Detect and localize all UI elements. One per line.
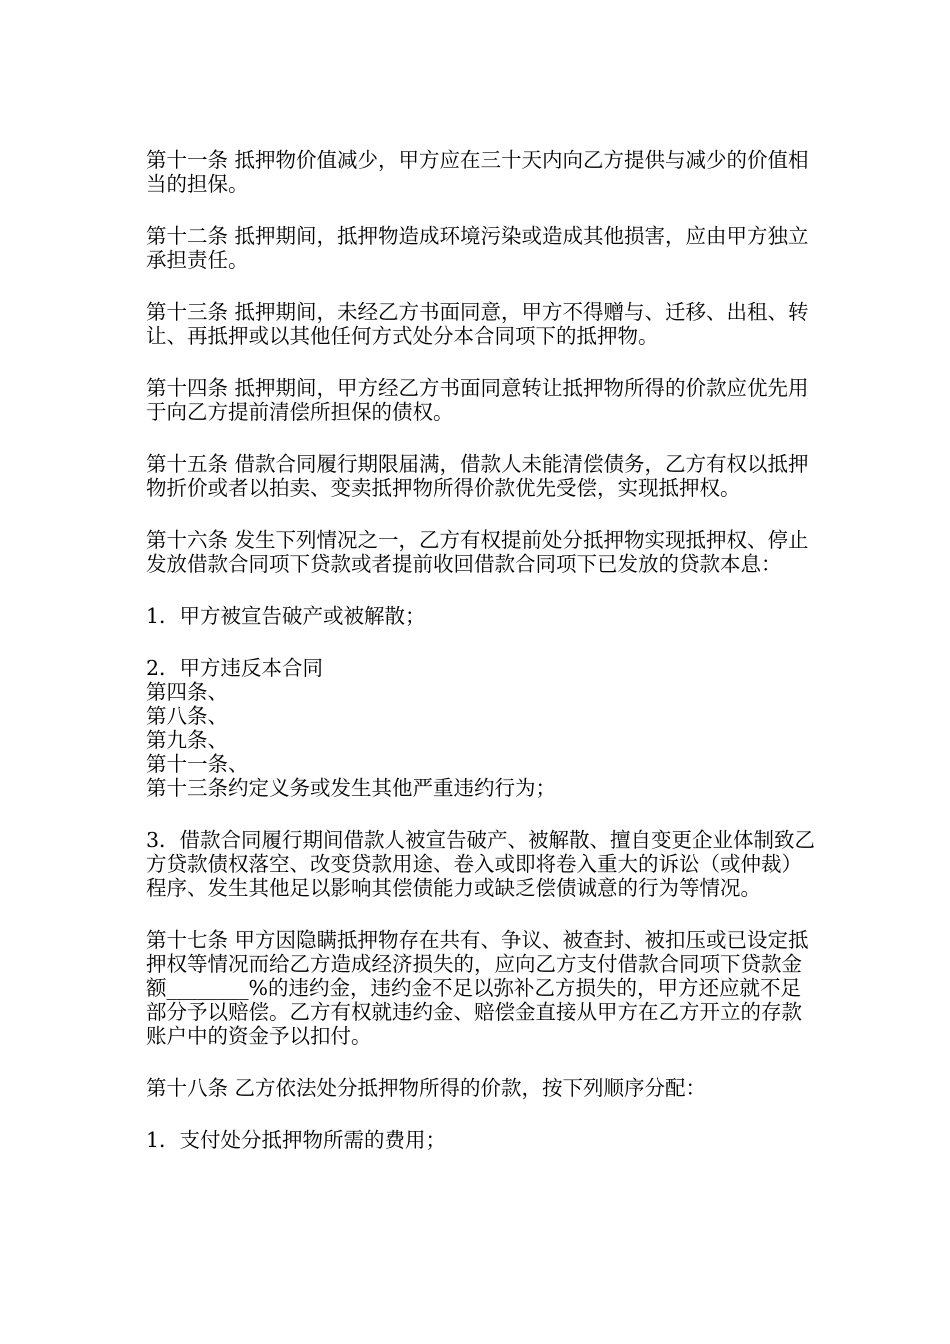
item-2-line: 第四条、 (146, 680, 228, 704)
item-2-line: 第十一条、 (146, 752, 249, 776)
article-13: 第十三条 抵押期间，未经乙方书面同意，甲方不得赠与、迁移、出租、转让、再抵押或以其他任何方式处分本合同项下的抵押物。 (146, 300, 809, 348)
item-2-line: 2．甲方违反本合同 (146, 656, 324, 680)
article-14: 第十四条 抵押期间，甲方经乙方书面同意转让抵押物所得的价款应优先用于向乙方提前清偿所担保的债权。 (146, 376, 809, 424)
article-18: 第十八条 乙方依法处分抵押物所得的价款，按下列顺序分配： (146, 1076, 707, 1100)
article-15: 第十五条 借款合同履行期限届满，借款人未能清偿债务，乙方有权以抵押物折价或者以拍卖、变卖抵押物所得价款优先受偿，实现抵押权。 (146, 452, 809, 500)
article-11: 第十一条 抵押物价值减少，甲方应在三十天内向乙方提供与减少的价值相当的担保。 (146, 148, 809, 196)
item-2-line: 第十三条约定义务或发生其他严重违约行为； (146, 776, 556, 800)
item-2-line: 第八条、 (146, 704, 228, 728)
article-16-item-1: 1．甲方被宣告破产或被解散； (146, 604, 426, 628)
item-2-line: 第九条、 (146, 728, 228, 752)
article-18-item-1: 1．支付处分抵押物所需的费用； (146, 1128, 447, 1152)
article-17: 第十七条 甲方因隐瞒抵押物存在共有、争议、被查封、被扣压或已设定抵押权等情况而给乙方造成经济损失的，应向乙方支付借款合同项下贷款金额________%的违约金，违约金不足以弥补乙方损失的，甲方还应就不足部分予以赔偿。乙方有权就违约金、赔偿金直接从甲方在乙方开立的存款账户中的资金予以扣付。 (146, 928, 809, 1048)
article-16: 第十六条 发生下列情况之一，乙方有权提前处分抵押物实现抵押权、停止发放借款合同项下贷款或者提前收回借款合同项下已发放的贷款本息： (146, 528, 809, 576)
article-16-item-3: 3．借款合同履行期间借款人被宣告破产、被解散、擅自变更企业体制致乙方贷款债权落空、改变贷款用途、卷入或即将卷入重大的诉讼（或仲裁）程序、发生其他足以影响其偿债能力或缺乏偿债诚意的行为等情况。 (146, 828, 816, 900)
document-body (146, 148, 816, 1152)
article-16-item-2 (146, 656, 816, 800)
article-12: 第十二条 抵押期间，抵押物造成环境污染或造成其他损害，应由甲方独立承担责任。 (146, 224, 809, 272)
